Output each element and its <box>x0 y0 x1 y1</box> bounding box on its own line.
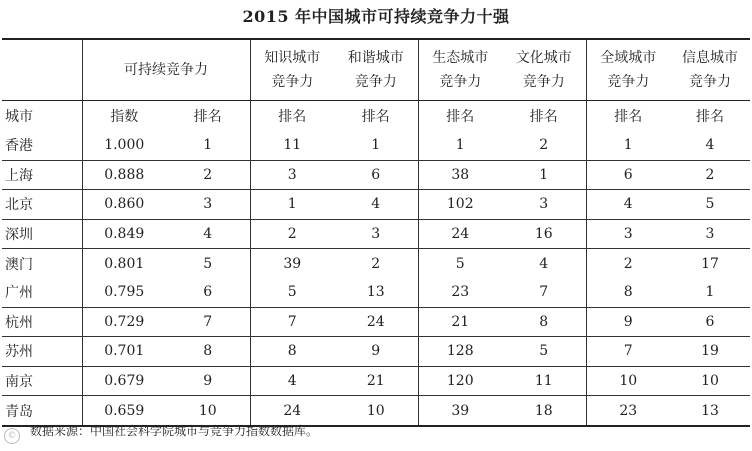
rank-value-cell: 1 <box>418 131 502 160</box>
header-group-line1: 文化城市 <box>515 50 572 66</box>
rank-value-cell: 7 <box>539 284 549 301</box>
rank-value-cell: 17 <box>670 249 750 278</box>
rank-value-cell: 10 <box>670 366 750 396</box>
header-sustainable: 可持续竞争力 <box>82 39 250 101</box>
rank-value-cell: 3 <box>670 219 750 249</box>
header-row-columns <box>2 101 750 132</box>
rank-value-cell: 7 <box>166 307 250 337</box>
city-name-cell: 青岛 <box>2 396 82 426</box>
rank-value-cell: 10 <box>586 366 670 396</box>
rank-value-cell: 19 <box>670 337 750 367</box>
header-rank: 排名 <box>502 101 586 132</box>
header-city: 城市 <box>2 101 82 132</box>
city-name-cell: 北京 <box>2 190 82 220</box>
rank-value-cell: 4 <box>705 137 715 154</box>
table-row <box>2 160 750 190</box>
header-group-line1: 和谐城市 <box>347 50 404 66</box>
rank-value-cell: 5 <box>418 249 502 278</box>
header-group-culture <box>502 39 586 101</box>
table-row <box>2 131 750 160</box>
index-value-cell: 0.888 <box>82 160 166 190</box>
header-rank: 排名 <box>334 101 418 132</box>
table-row <box>2 366 750 396</box>
rank-value-cell: 39 <box>418 396 502 426</box>
header-group-line1: 知识城市 <box>264 50 321 66</box>
rank-value-cell: 5 <box>166 249 250 278</box>
rank-value-cell: 8 <box>166 337 250 367</box>
city-name-cell: 苏州 <box>2 337 82 367</box>
header-rank: 排名 <box>166 101 250 132</box>
table-row <box>2 337 750 367</box>
header-rank: 排名 <box>670 101 750 132</box>
city-name-cell: 杭州 <box>2 307 82 337</box>
rank-value-cell: 11 <box>502 366 586 396</box>
rank-value-cell: 24 <box>418 219 502 249</box>
rank-value-cell: 3 <box>502 190 586 220</box>
city-name-cell: 香港 <box>5 138 33 155</box>
header-group-global <box>586 39 670 101</box>
city-name-cell: 广州 <box>5 285 33 302</box>
rank-value-cell: 4 <box>502 249 586 278</box>
header-group-line1: 生态城市 <box>432 50 489 66</box>
rank-value-cell: 2 <box>166 160 250 190</box>
index-value-cell: 0.659 <box>82 396 166 426</box>
header-group-line1: 信息城市 <box>682 50 738 66</box>
rank-value-cell: 3 <box>586 219 670 249</box>
rank-value-cell: 9 <box>166 366 250 396</box>
rank-value-cell: 1 <box>502 160 586 190</box>
competitiveness-table <box>2 38 750 427</box>
header-group-line2: 竞争力 <box>439 74 482 90</box>
header-group-line2: 竞争力 <box>522 74 565 90</box>
rank-value-cell: 102 <box>418 190 502 220</box>
rank-value-cell: 38 <box>418 160 502 190</box>
rank-value-cell: 5 <box>250 278 334 307</box>
rank-value-cell: 7 <box>586 337 670 367</box>
city-name-cell: 澳门 <box>2 249 82 278</box>
rank-value-cell: 1 <box>705 284 715 301</box>
rank-value-cell: 9 <box>586 307 670 337</box>
rank-value-cell: 13 <box>366 284 385 301</box>
city-name-cell: 南京 <box>2 366 82 396</box>
index-value-cell: 0.849 <box>82 219 166 249</box>
rank-value-cell: 8 <box>586 278 670 307</box>
header-group-ecology <box>418 39 502 101</box>
index-value-cell: 0.729 <box>82 307 166 337</box>
rank-value-cell: 18 <box>502 396 586 426</box>
watermark-icon: © <box>4 428 20 444</box>
table-title: 2015 年中国城市可持续竞争力十强 <box>242 7 510 26</box>
index-value-cell: 0.701 <box>82 337 166 367</box>
header-blank-cell <box>2 39 82 101</box>
index-value-cell: 1.000 <box>82 131 166 160</box>
header-group-line1: 全域城市 <box>600 50 657 66</box>
table-row <box>2 307 750 337</box>
rank-value-cell: 6 <box>203 284 213 301</box>
rank-value-cell: 4 <box>586 190 670 220</box>
rank-value-cell: 8 <box>250 337 334 367</box>
header-group-harmony <box>334 39 418 101</box>
table-row <box>2 249 750 278</box>
rank-value-cell: 23 <box>418 278 502 307</box>
header-index: 指数 <box>82 101 166 132</box>
header-group-line2: 竞争力 <box>354 74 397 90</box>
rank-value-cell: 24 <box>250 396 334 426</box>
rank-value-cell: 3 <box>334 219 418 249</box>
rank-value-cell: 2 <box>586 249 670 278</box>
rank-value-cell: 21 <box>418 307 502 337</box>
index-value-cell: 0.860 <box>82 190 166 220</box>
index-value-cell: 0.679 <box>82 366 166 396</box>
table-row <box>2 219 750 249</box>
header-group-information <box>670 39 750 101</box>
rank-value-cell: 9 <box>334 337 418 367</box>
source-note: 数据来源：中国社会科学院城市与竞争力指数数据库。 <box>30 424 319 438</box>
rank-value-cell: 5 <box>502 337 586 367</box>
rank-value-cell: 10 <box>334 396 418 426</box>
rank-value-cell: 8 <box>502 307 586 337</box>
rank-value-cell: 2 <box>334 249 418 278</box>
table-row <box>2 278 750 307</box>
rank-value-cell: 1 <box>371 137 381 154</box>
rank-value-cell: 1 <box>203 137 213 154</box>
index-value-cell: 0.795 <box>82 278 166 307</box>
rank-value-cell: 6 <box>670 307 750 337</box>
rank-value-cell: 4 <box>334 190 418 220</box>
header-group-line2: 竞争力 <box>271 74 314 90</box>
rank-value-cell: 23 <box>586 396 670 426</box>
rank-value-cell: 4 <box>166 219 250 249</box>
rank-value-cell: 11 <box>250 131 334 160</box>
rank-value-cell: 5 <box>670 190 750 220</box>
table-row <box>2 190 750 220</box>
header-group-line2: 竞争力 <box>689 74 731 90</box>
rank-value-cell: 24 <box>334 307 418 337</box>
rank-value-cell: 21 <box>334 366 418 396</box>
rank-value-cell: 3 <box>250 160 334 190</box>
table-body <box>2 39 750 426</box>
rank-value-cell: 13 <box>670 396 750 426</box>
header-rank: 排名 <box>418 101 502 132</box>
rank-value-cell: 128 <box>418 337 502 367</box>
rank-value-cell: 16 <box>502 219 586 249</box>
rank-value-cell: 120 <box>418 366 502 396</box>
rank-value-cell: 1 <box>250 190 334 220</box>
header-group-knowledge <box>250 39 334 101</box>
rank-value-cell: 1 <box>586 131 670 160</box>
rank-value-cell: 4 <box>250 366 334 396</box>
index-value-cell: 0.801 <box>82 249 166 278</box>
rank-value-cell: 7 <box>250 307 334 337</box>
rank-value-cell: 6 <box>586 160 670 190</box>
rank-value-cell: 3 <box>166 190 250 220</box>
rank-value-cell: 10 <box>166 396 250 426</box>
rank-value-cell: 6 <box>334 160 418 190</box>
header-group-line2: 竞争力 <box>607 74 650 90</box>
city-name-cell: 深圳 <box>2 219 82 249</box>
rank-value-cell: 2 <box>670 160 750 190</box>
header-rank: 排名 <box>586 101 670 132</box>
rank-value-cell: 39 <box>250 249 334 278</box>
city-name-cell: 上海 <box>2 160 82 190</box>
header-row-groups <box>2 39 750 101</box>
rank-value-cell: 2 <box>539 137 549 154</box>
rank-value-cell: 2 <box>250 219 334 249</box>
header-rank: 排名 <box>250 101 334 132</box>
